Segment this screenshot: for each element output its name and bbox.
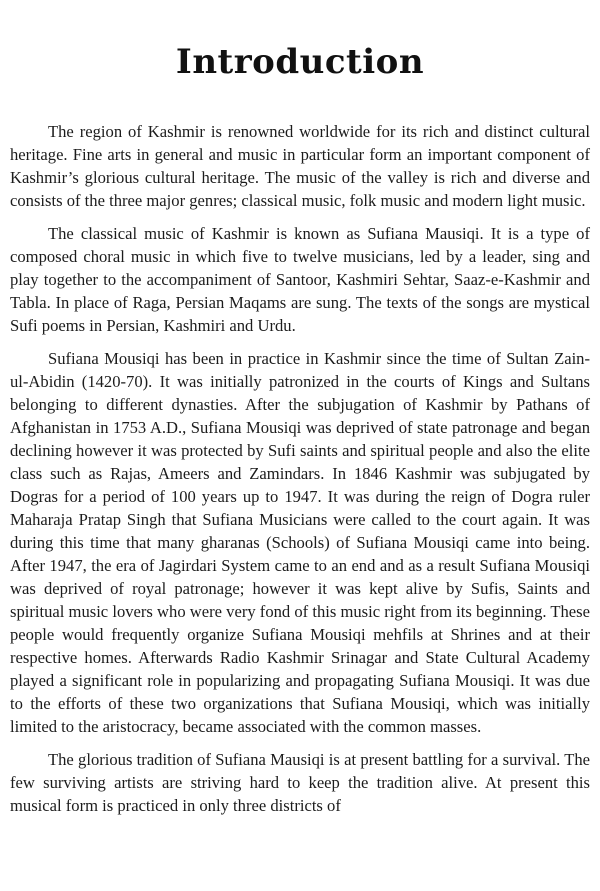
paragraph-4: The glorious tradition of Sufiana Mausiqi is at present battling for a survival. The few surviving artists are striving hard to keep the tradition alive. At present this musical form is practiced in only three districts of [10,750,590,815]
body-text [10,120,590,817]
page-title: Introduction [175,42,425,82]
paragraph-3: Sufiana Mousiqi has been in practice in Kashmir since the time of Sultan Zain-ul-Abidin (1420-70). It was initially patronized in the courts of Kings and Sultans belonging to different dynasties. After the subjugation of Kashmir by Pathans of Afghanistan in 1753 A.D., Sufiana Mousiqi was deprived of state patronage and began declining however it was protected by Sufi saints and spiritual people and also the elite class such as Rajas, Ameers and Zamindars. In 1846 Kashmir was subjugated by Dogras for a period of 100 years up to 1947. It was during the reign of Dogra ruler Maharaja Pratap Singh that Sufiana Musicians were called to the court again. It was during this time that many gharanas (Schools) of Sufiana Mousiqi came into being. After 1947, the era of Jagirdari System came to an end and as a result Sufiana Mousiqi was deprived of royal patronage; however it was kept alive by Sufis, Saints and spiritual music lovers who were very fond of this music right from its beginning. These people would frequently organize Sufiana Mousiqi mehfils at Shrines and at their respective homes. Afterwards Radio Kashmir Srinagar and State Cultural Academy played a significant role in popularizing and propagating Sufiana Mousiqi. It was due to the efforts of these two organizations that Sufiana Mousiqi, which was initially limited to the aristocracy, became associated with the common masses. [10,349,590,736]
paragraph-2: The classical music of Kashmir is known as Sufiana Mausiqi. It is a type of composed choral music in which five to twelve musicians, led by a leader, sing and play together to the accompaniment of Santoor, Kashmiri Sehtar, Saaz-e-Kashmir and Tabla. In place of Raga, Persian Maqams are sung. The texts of the songs are mystical Sufi poems in Persian, Kashmiri and Urdu. [10,224,590,335]
document-page [10,0,590,891]
paragraph-1: The region of Kashmir is renowned worldwide for its rich and distinct cultural heritage. Fine arts in general and music in particular form an important component of Kashmir’s glorious cultural heritage. The music of the valley is rich and diverse and consists of the three major genres; classical music, folk music and modern light music. [10,122,590,210]
